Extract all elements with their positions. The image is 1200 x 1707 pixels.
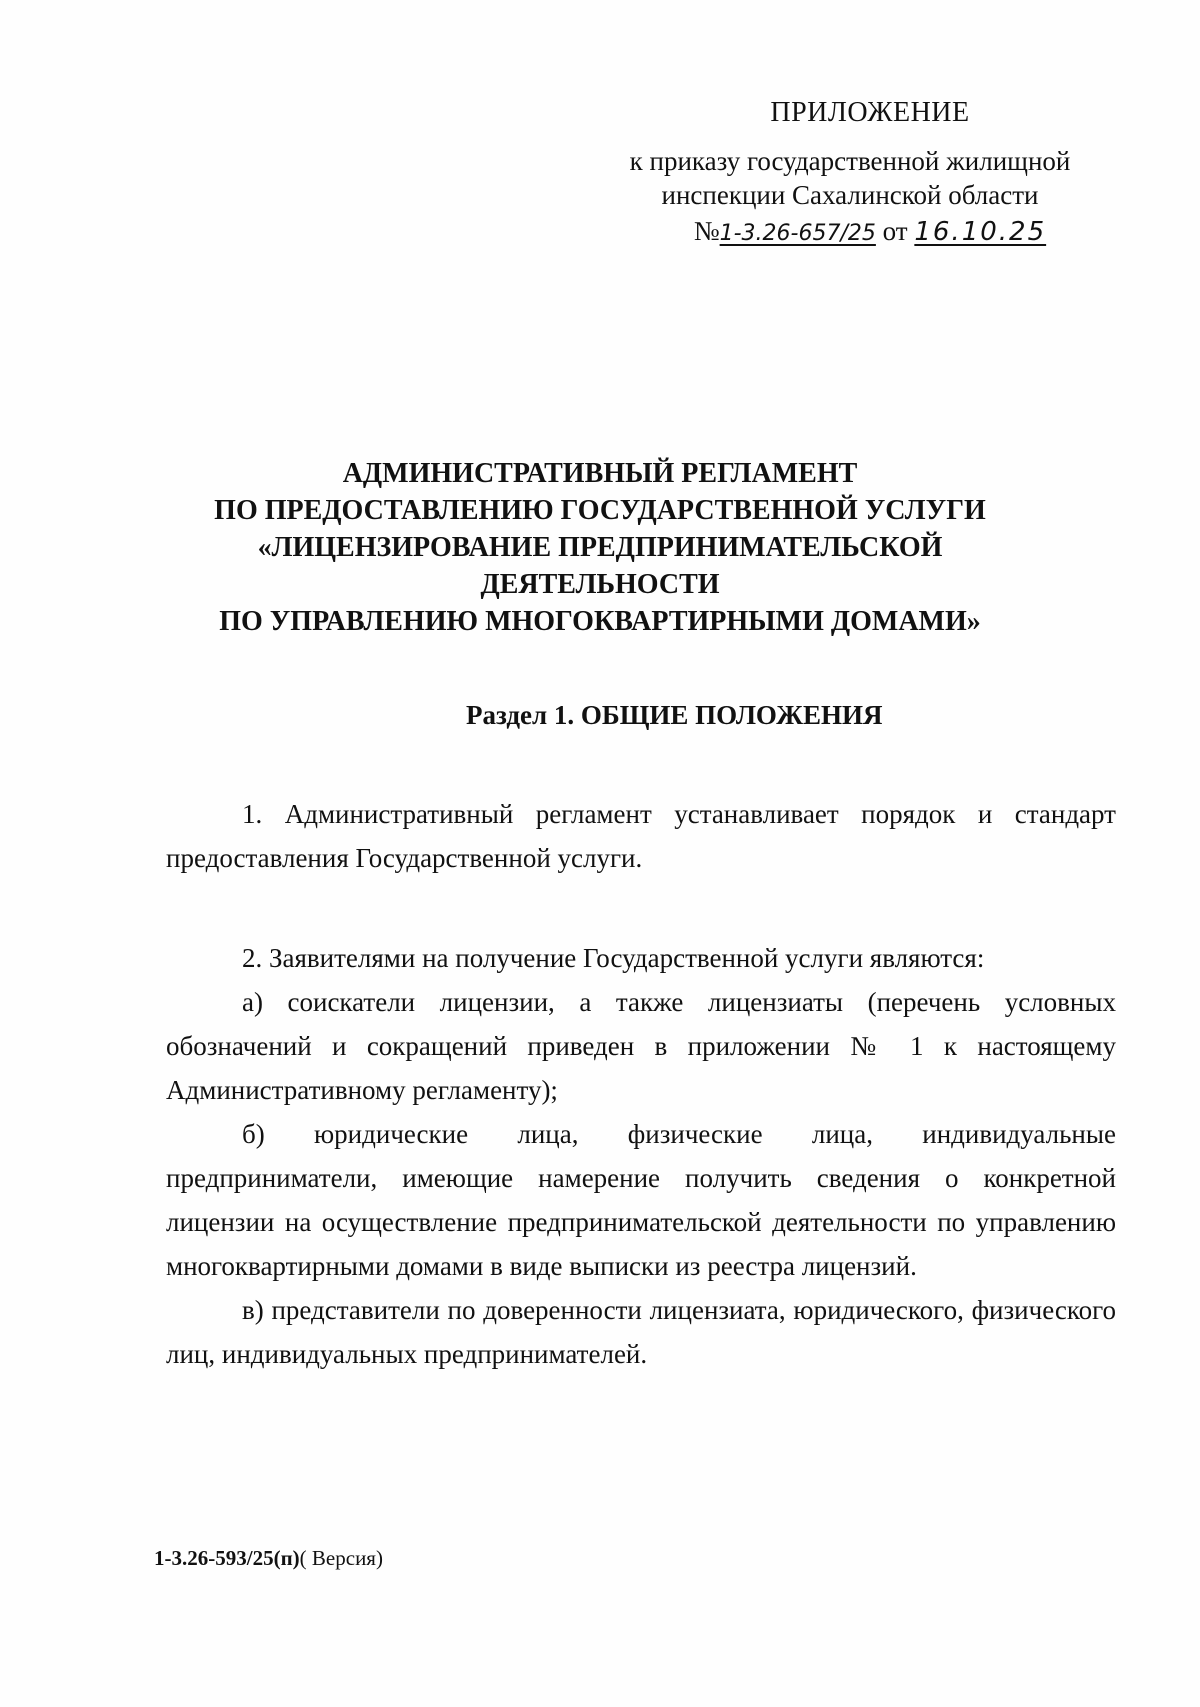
paragraph-2-item-b: б) юридические лица, физические лица, индивидуальные предприниматели, имеющие намерение получить сведения о конкретной лицензии на осуществление предпринимательской деятельности по управлению многоквартирными домами в виде выписки из реестра лицензий. [166, 1119, 1116, 1281]
document-title [150, 455, 1050, 640]
paragraph-2-item-v: в) представители по доверенности лицензиата, юридического, физического лиц, индивидуальных предпринимателей. [166, 1295, 1116, 1369]
document-title-line-3: «ЛИЦЕНЗИРОВАНИЕ ПРЕДПРИНИМАТЕЛЬСКОЙ [257, 532, 943, 563]
paragraph-2-item-a: а) соискатели лицензии, а также лицензиаты (перечень условных обозначений и сокращений приведен в приложении № 1 к настоящему Административному регламенту); [166, 987, 1116, 1105]
appendix-title: ПРИЛОЖЕНИЕ [770, 97, 970, 128]
paragraph-1: 1. Административный регламент устанавливает порядок и стандарт предоставления Государственной услуги. [166, 799, 1116, 873]
approval-block [600, 96, 1100, 251]
paragraph-1-block [166, 792, 1116, 880]
order-number-handwritten: 1-3.26-657/25 [719, 221, 876, 246]
footer-document-code [154, 1546, 383, 1571]
order-date-handwritten: 16.10.25 [914, 217, 1047, 247]
footer-code: 1-3.26-593/25(п) [154, 1546, 300, 1570]
paragraph-2-block [166, 936, 1116, 1376]
order-date-prefix: от [882, 216, 908, 246]
section-heading: Раздел 1. ОБЩИЕ ПОЛОЖЕНИЯ [466, 700, 883, 730]
document-title-line-1: АДМИНИСТРАТИВНЫЙ РЕГЛАМЕНТ [342, 458, 858, 489]
document-title-line-2: ПО ПРЕДОСТАВЛЕНИЮ ГОСУДАРСТВЕННОЙ УСЛУГИ [214, 495, 986, 526]
approval-line-order: к приказу государственной жилищной [629, 146, 1071, 176]
paragraph-2-intro: 2. Заявителями на получение Государственной услуги являются: [242, 943, 985, 973]
approval-line-inspection: инспекции Сахалинской области [661, 180, 1039, 210]
order-number-prefix: № [693, 216, 720, 246]
document-title-line-4: ДЕЯТЕЛЬНОСТИ [480, 569, 720, 600]
document-title-line-5: ПО УПРАВЛЕНИЮ МНОГОКВАРТИРНЫМИ ДОМАМИ» [219, 606, 981, 637]
order-number-line [640, 214, 1100, 251]
footer-version: ( Версия) [299, 1546, 383, 1570]
